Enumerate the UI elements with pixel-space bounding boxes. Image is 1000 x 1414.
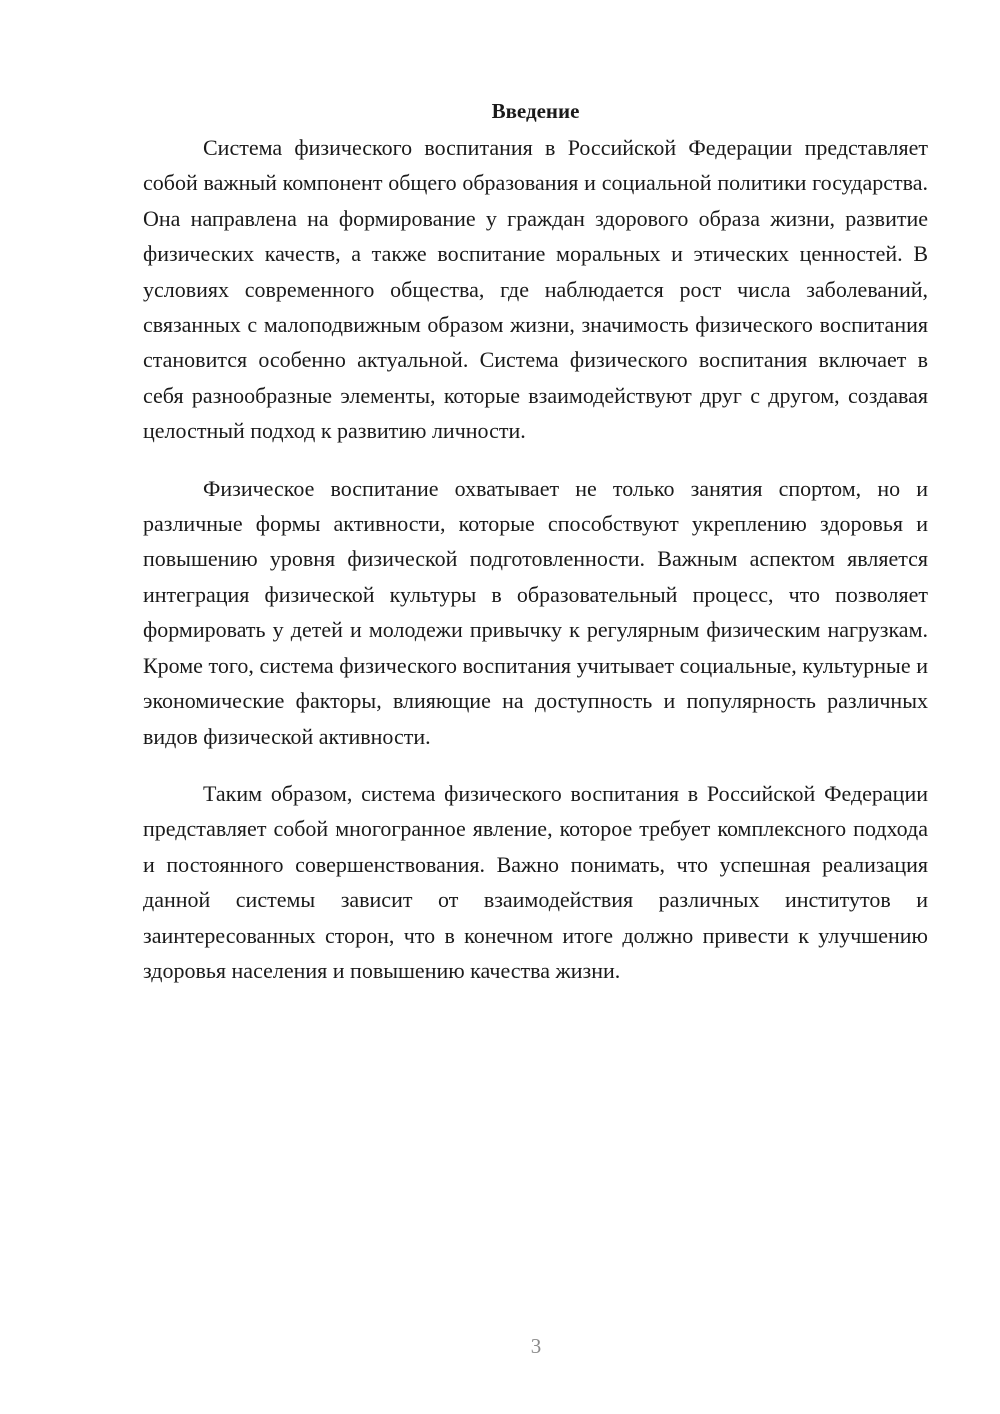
paragraph-3: Таким образом, система физического воспитания в Российской Федерации представляет собой многогранное явление, которое требует комплексного подхода и постоянного совершенствования. Важно понимать, что успешная реализация данной системы зависит от взаимодействия различных институтов и заинтересованных сторон, что в конечном итоге должно привести к улучшению здоровья населения и повышению качества жизни. [143,780,928,983]
paragraph-2: Физическое воспитание охватывает не только занятия спортом, но и различные формы активности, которые способствуют укреплению здоровья и повышению уровня физической подготовленности. Важным аспектом является интеграция физической культуры в образовательный процесс, что позволяет формировать у детей и молодежи привычку к регулярным физическим нагрузкам. Кроме того, система физического воспитания учитывает социальные, культурные и экономические факторы, влияющие на доступность и популярность различных видов физической активности. [143,475,928,749]
page-number: 3 [530,1334,542,1358]
paragraph-1: Система физического воспитания в Российской Федерации представляет собой важный компонент общего образования и социальной политики государства. Она направлена на формирование у граждан здорового образа жизни, развитие физических качеств, а также воспитание моральных и этических ценностей. В условиях современного общества, где наблюдается рост числа заболеваний, связанных с малоподвижным образом жизни, значимость физического воспитания становится особенно актуальной. Система физического воспитания включает в себя разнообразные элементы, которые взаимодействуют друг с другом, создавая целостный подход к развитию личности. [143,135,928,444]
document-body [143,96,928,1010]
section-heading: Введение [491,99,580,123]
